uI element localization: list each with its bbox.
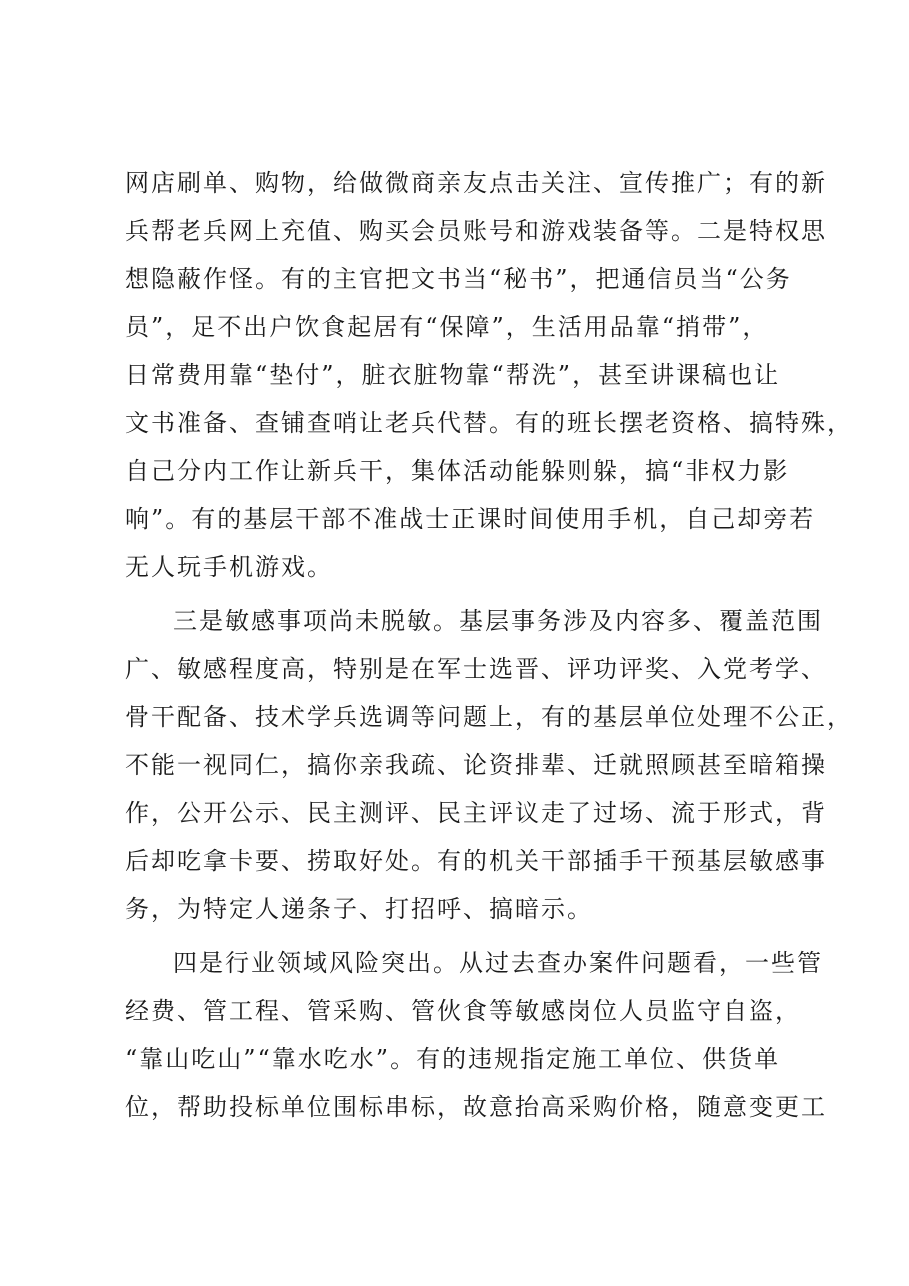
text-line: 员”，足不出户饮食起居有“保障”，生活用品靠“捎带”， [125, 313, 769, 341]
text-line: 务，为特定人递条子、打招呼、搞暗示。 [125, 895, 593, 923]
text-line: 日常费用靠“垫付”，脏衣脏物靠“帮洗”，甚至讲课稿也让 [125, 361, 781, 389]
text-line: 自己分内工作让新兵干，集体活动能躲则躲，搞“非权力影 [125, 457, 790, 485]
text-line: 位，帮助投标单位围标串标，故意抬高采购价格，随意变更工 [125, 1093, 827, 1121]
paragraph-first-line: 四是行业领域风险突出。从过去查办案件问题看，一些管 [173, 949, 823, 977]
text-line: 兵帮老兵网上充值、购买会员账号和游戏装备等。二是特权思 [125, 217, 827, 245]
text-line: 作，公开公示、民主测评、民主评议走了过场、流于形式，背 [125, 799, 827, 827]
text-line: 文书准备、查铺查哨让老兵代替。有的班长摆老资格、搞特殊， [125, 409, 853, 437]
text-line: 响”。有的基层干部不准战士正课时间使用手机，自己却旁若 [125, 505, 816, 533]
text-line: 后却吃拿卡要、捞取好处。有的机关干部插手干预基层敏感事 [125, 847, 827, 875]
text-line: 不能一视同仁，搞你亲我疏、论资排辈、迁就照顾甚至暗箱操 [125, 751, 827, 779]
text-line: “靠山吃山”“靠水吃水”。有的违规指定施工单位、供货单 [125, 1045, 781, 1073]
text-line: 无人玩手机游戏。 [125, 553, 333, 581]
text-line: 广、敏感程度高，特别是在军士选晋、评功评奖、入党考学、 [125, 655, 827, 683]
text-line: 想隐蔽作怪。有的主官把文书当“秘书”，把通信员当“公务 [125, 265, 792, 293]
paragraph-first-line: 三是敏感事项尚未脱敏。基层事务涉及内容多、覆盖范围 [173, 607, 823, 635]
text-line: 网店刷单、购物，给做微商亲友点击关注、宣传推广；有的新 [125, 169, 827, 197]
text-line: 经费、管工程、管采购、管伙食等敏感岗位人员监守自盗， [125, 997, 801, 1025]
text-line: 骨干配备、技术学兵选调等问题上，有的基层单位处理不公正， [125, 703, 853, 731]
